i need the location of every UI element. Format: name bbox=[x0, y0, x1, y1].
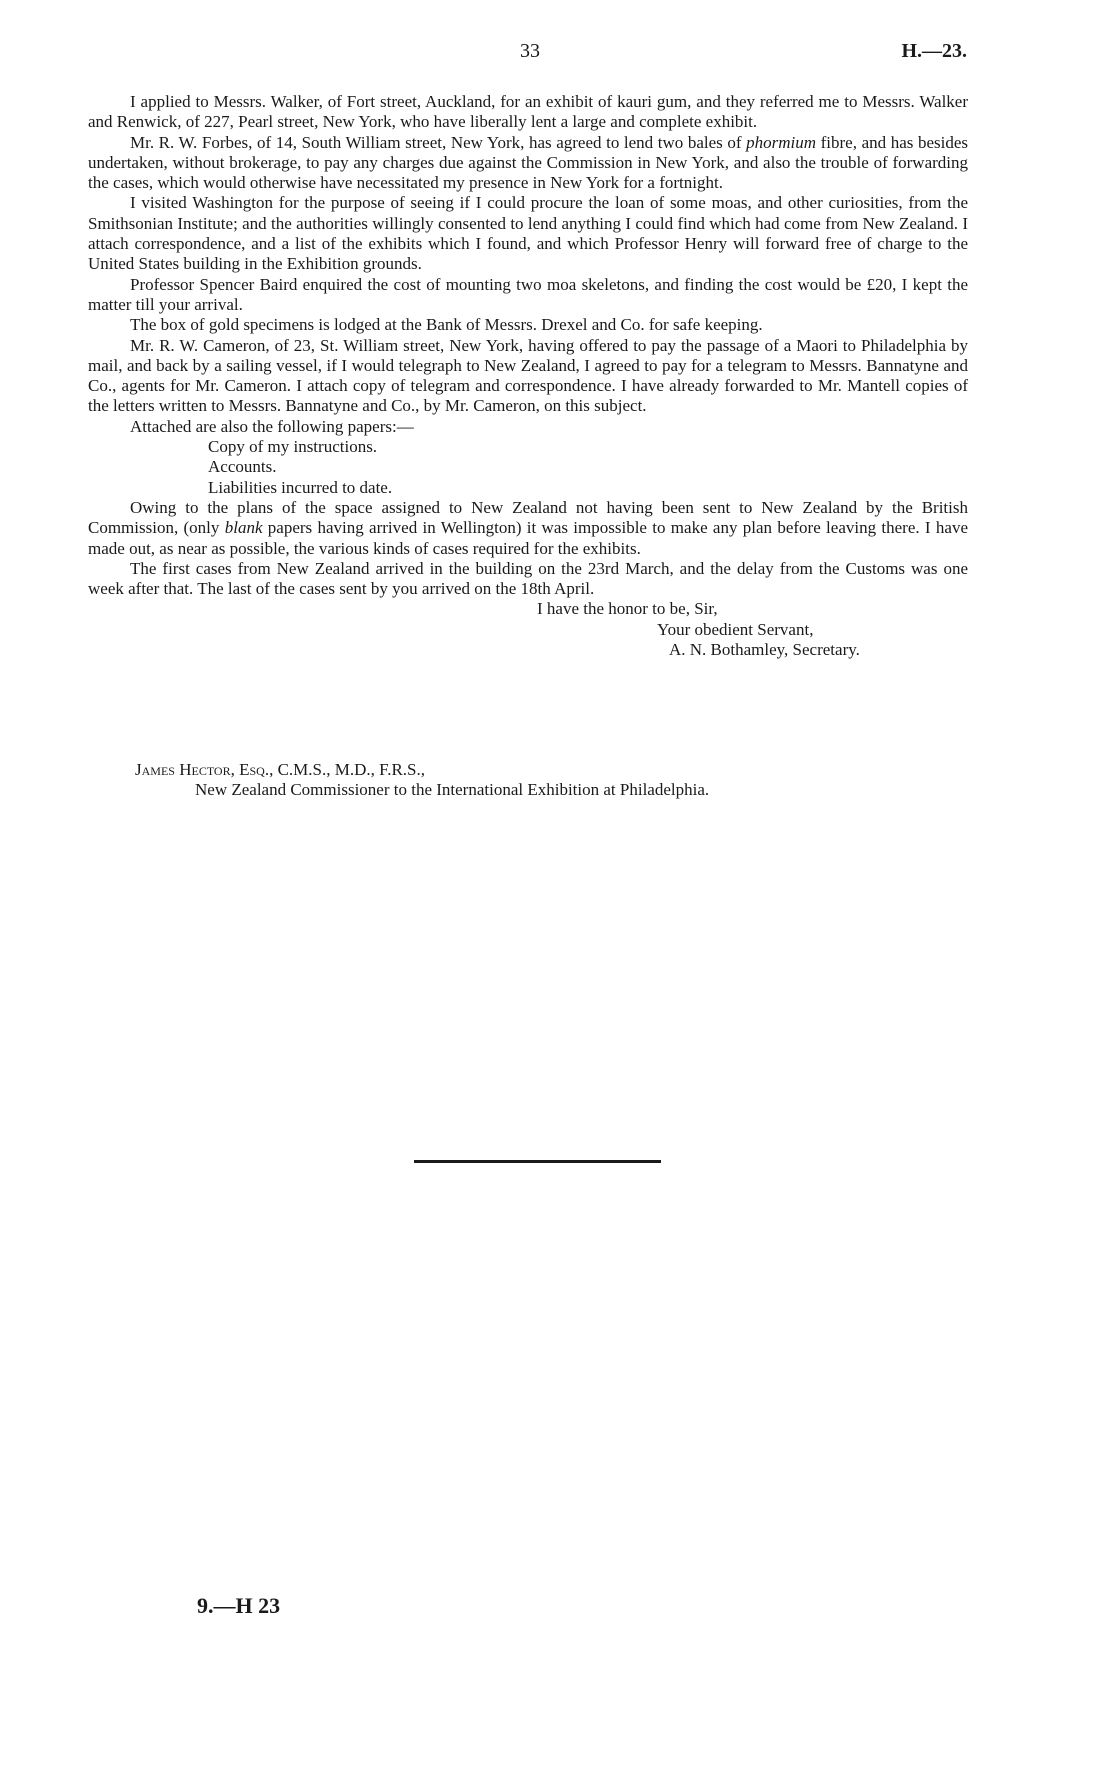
addressee-block bbox=[135, 760, 709, 801]
paragraph-cases-arrival: The first cases from New Zealand arrived in the building on the 23rd March, and the delay from the Customs was one week after that. The last of the cases sent by you arrived on the 18th April. bbox=[88, 558, 968, 599]
paragraph-plans bbox=[88, 498, 968, 559]
footer-code: 9.—H 23 bbox=[197, 1593, 281, 1618]
paragraph-kauri-gum: I applied to Messrs. Walker, of Fort street, Auckland, for an exhibit of kauri gum, and they referred me to Messrs. Walker and Renwick, of 227, Pearl street, New York, who have liberally lent a large and complete exhibit. bbox=[88, 92, 968, 132]
attachments-list bbox=[88, 437, 968, 498]
addressee-name: James Hector, Esq., C.M.S., M.D., F.R.S., bbox=[135, 760, 426, 779]
paragraph-washington: I visited Washington for the purpose of seeing if I could procure the loan of some moas, and other curiosities, from the Smithsonian Institute; and the authorities willingly consented to lend anything I could find which had come from New Zealand. I attach correspondence, and a list of the exhibits which I found, and which Professor Henry will forward free of charge to the United States building in the Exhibition grounds. bbox=[88, 193, 968, 274]
end-rule bbox=[414, 1160, 661, 1163]
page-number: 33 bbox=[520, 40, 540, 62]
paragraph-phormium bbox=[88, 133, 968, 194]
closing-honor: I have the honor to be, Sir, bbox=[537, 599, 718, 619]
paragraph-phormium-pre: Mr. R. W. Forbes, of 14, South William street, New York, has agreed to lend two bales of bbox=[130, 132, 747, 152]
paragraph-phormium-italic: phormium bbox=[746, 132, 817, 152]
addressee-title: New Zealand Commissioner to the International Exhibition at Philadelphia. bbox=[195, 780, 710, 800]
attachment-item: Copy of my instructions. bbox=[208, 437, 378, 457]
paragraph-plans-pre: Owing to the plans of the space assigned to New Zealand not having been sent to New Zealand by the British Commission, (only bbox=[88, 497, 968, 538]
paragraph-phormium-post: fibre, and has besides undertaken, without brokerage, to pay any charges due against the Commission in New York, and also the trouble of forwarding the cases, which would otherwise have necessitated my presence in New York for a fortnight. bbox=[88, 132, 969, 193]
closing-servant: Your obedient Servant, bbox=[657, 619, 814, 639]
paragraph-cameron: Mr. R. W. Cameron, of 23, St. William street, New York, having offered to pay the passage of a Maori to Philadelphia by mail, and back by a sailing vessel, if I would telegraph to New Zealand, I agreed to pay for a telegram to Messrs. Bannatyne and Co., agents for Mr. Cameron. I attach copy of telegram and correspondence. I have already forwarded to Mr. Mantell copies of the letters written to Messrs. Bannatyne and Co., by Mr. Cameron, on this subject. bbox=[88, 335, 968, 416]
signature: A. N. Bothamley, Secretary. bbox=[669, 640, 860, 660]
paragraph-moa-skeletons: Professor Spencer Baird enquired the cost of mounting two moa skeletons, and finding the cost would be £20, I kept the matter till your arrival. bbox=[88, 274, 968, 314]
letter-body bbox=[88, 92, 968, 660]
paragraph-attached: Attached are also the following papers:— bbox=[130, 416, 414, 436]
document-code: H.—23. bbox=[901, 40, 967, 62]
attachment-item: Accounts. bbox=[208, 457, 277, 477]
attachment-item: Liabilities incurred to date. bbox=[208, 477, 393, 497]
paragraph-gold-specimens: The box of gold specimens is lodged at the Bank of Messrs. Drexel and Co. for safe keeping. bbox=[130, 315, 763, 335]
paragraph-plans-italic: blank bbox=[224, 518, 263, 538]
paragraph-plans-post: papers having arrived in Wellington) it was impossible to make any plan before leaving there. I have made out, as near as possible, the various kinds of cases required for the exhibits. bbox=[88, 518, 968, 558]
letter-closing bbox=[88, 599, 968, 660]
